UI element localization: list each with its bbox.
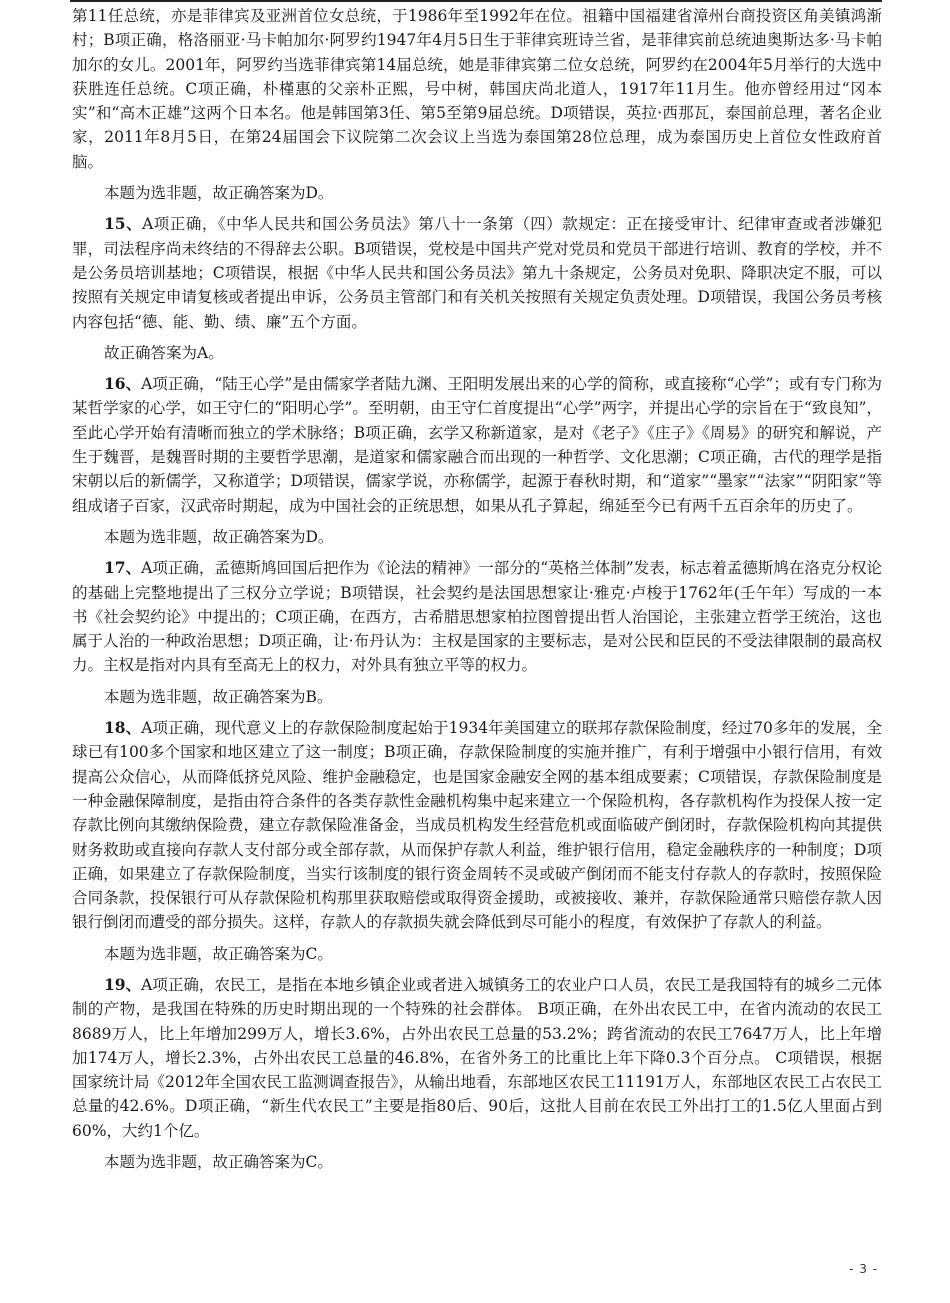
- question-19-number: 19、: [104, 974, 142, 994]
- question-17-conclusion: 本题为选非题，故正确答案为B。: [104, 687, 333, 706]
- question-16-conclusion: 本题为选非题，故正确答案为D。: [104, 527, 334, 546]
- question-19-text: A项正确，农民工，是指在本地乡镇企业或者进入城镇务工的农业户口人员，农民工是我国特有的城乡二元体制的产物，是我国在特殊的历史时期出现的一个特殊的社会群体。 B项正确，在外出农民工中，在省内流动的农民工8689万人，比上年增加299万人，增长3.6%，占外出农民工总量的53.2%；跨省流动的农民工7647万人，比上年增加174万人，增长2.3%，占外出农民工总量的46.8%，在省外务工的比重比上年下降0.3个百分点。 C项错误，根据国家统计局《2012年全国农民工监测调查报告》，从输出地看，东部地区农民工11191万人，东部地区农民工占农民工总量的42.6%。D项正确，“新生代农民工”主要是指80后、90后，这批人目前在农民工外出打工的1.5亿人里面占到60%，大约1个亿。: [72, 975, 882, 1140]
- question-18-conclusion: 本题为选非题，故正确答案为C。: [104, 944, 333, 963]
- question-18-number: 18、: [104, 718, 142, 738]
- question-18-text: A项正确，现代意义上的存款保险制度起始于1934年美国建立的联邦存款保险制度，经过70多年的发展，全球已有100多个国家和地区建立了这一制度；B项正确，存款保险制度的实施并推广，有利于增强中小银行信用，有效提高公众信心，从而降低挤兑风险、维护金融稳定，也是国家金融安全网的基本组成要素；C项错误，存款保险制度是一种金融保障制度，是指由符合条件的各类存款性金融机构集中起来建立一个保险机构，各存款机构作为投保人按一定存款比例向其缴纳保险费，建立存款保险准备金，当成员机构发生经营危机或面临破产倒闭时，存款保险机构向其提供财务救助或直接向存款人支付部分或全部存款，从而保护存款人利益，维护银行信用，稳定金融秩序的一种制度；D项正确，如果建立了存款保险制度，当实行该制度的银行资金周转不灵或破产倒闭而不能支付存款人的存款时，按照保险合同条款，投保银行可从存款保险机构那里获取赔偿或取得资金援助，或被接收、兼并，存款保险通常只赔偿存款人因银行倒闭而遭受的部分损失。这样，存款人的存款损失就会降低到尽可能小的程度，有效保护了存款人的利益。: [72, 719, 882, 932]
- header-rule: [70, 0, 882, 2]
- intro-paragraph: 第11任总统，亦是菲律宾及亚洲首位女总统，于1986年至1992年在位。祖籍中国福建省漳州台商投资区角美镇鸿渐村；B项正确，格洛丽亚·马卡帕加尔·阿罗约1947年4月5日生于菲律宾班诗兰省，是菲律宾前总统迪奥斯达多·马卡帕加尔的女儿。2001年，阿罗约当选菲律宾第14届总统，她是菲律宾第二位女总统，阿罗约在2004年5月举行的大选中获胜连任总统。C项正确，朴槿惠的父亲朴正熙，号中树，韩国庆尚北道人，1917年11月生。他亦曾经用过“冈本实”和“高木正雄”这两个日本名。他是韩国第3任、第5至第9届总统。D项错误，英拉·西那瓦，泰国前总理，著名企业家，2011年8月5日，在第24届国会下议院第二次会议上当选为泰国第28位总理，成为泰国历史上首位女性政府首脑。: [72, 7, 882, 171]
- question-15-text: A项正确，《中华人民共和国公务员法》第八十一条第（四）款规定：正在接受审计、纪律审查或者涉嫌犯罪，司法程序尚未终结的不得辞去公职。B项错误，党校是中国共产党对党员和党员干部进行培训、教育的学校，并不是公务员培训基地；C项错误，根据《中华人民共和国公务员法》第九十条规定，公务员对免职、降职决定不服，可以按照有关规定申请复核或者提出申诉，公务员主管部门和有关机关按照有关规定负责处理。D项错误，我国公务员考核内容包括“德、能、勤、绩、廉”五个方面。: [72, 215, 882, 331]
- question-19-conclusion: 本题为选非题，故正确答案为C。: [104, 1153, 333, 1172]
- question-15-conclusion: 故正确答案为A。: [104, 343, 224, 362]
- question-15-number: 15、: [104, 214, 143, 234]
- question-16-number: 16、: [104, 374, 142, 394]
- question-17-paragraph: [72, 556, 882, 677]
- question-18-paragraph: [72, 716, 882, 935]
- question-17-text: A项正确，孟德斯鸠回国后把作为《论法的精神》一部分的“英格兰体制”发表，标志着孟德斯鸠在洛克分权论的基础上完整地提出了三权分立学说；B项错误，社会契约是法国思想家让·雅克·卢梭于1762年(壬午年）写成的一本书《社会契约论》中提出的；C项正确，在西方，古希腊思想家柏拉图曾提出哲人治国论，主张建立哲学王统治，这也属于人治的一种政治思想；D项正确，让·布丹认为：主权是国家的主要标志，是对公民和臣民的不受法律限制的最高权力。主权是指对内具有至高无上的权力，对外具有独立平等的权力。: [72, 559, 882, 675]
- question-15-paragraph: [72, 212, 882, 333]
- intro-conclusion: 本题为选非题，故正确答案为D。: [104, 184, 334, 203]
- page-number: - 3 -: [849, 1262, 878, 1276]
- question-16-paragraph: [72, 372, 882, 518]
- question-16-text: A项正确，“陆王心学”是由儒家学者陆九渊、王阳明发展出来的心学的简称，或直接称“心学”；或有专门称为某哲学家的心学，如王守仁的“阳明心学”。至明朝，由王守仁首度提出“心学”两字，并提出心学的宗旨在于“致良知”，至此心学开始有清晰而独立的学术脉络；B项正确，玄学又称新道家，是对《老子》《庄子》《周易》的研究和解说，产生于魏晋，是魏晋时期的主要哲学思潮，是道家和儒家融合而出现的一种哲学、文化思潮；C项正确，古代的理学是指宋朝以后的新儒学，又称道学；D项错误，儒家学说，亦称儒学，起源于春秋时期，和“道家”“墨家”“法家”“阴阳家”等组成诸子百家，汉武帝时期起，成为中国社会的正统思想，如果从孔子算起，绵延至今已有两千五百余年的历史了。: [72, 375, 882, 515]
- document-body: [72, 4, 882, 1181]
- question-19-paragraph: [72, 973, 882, 1143]
- question-17-number: 17、: [104, 558, 142, 578]
